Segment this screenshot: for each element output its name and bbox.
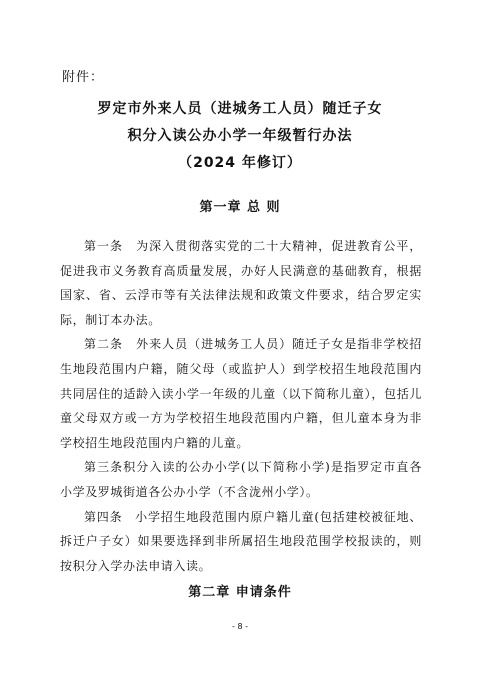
document-body: [60, 234, 422, 578]
page-number: - 8 -: [232, 622, 248, 631]
document-title-line-3: （2024 年修订）: [178, 155, 302, 171]
article-3: 第三条积分入读的公办小学(以下简称小学)是指罗定市直各小学及罗城街道各公办小学（不含泷州小学）。: [60, 460, 422, 499]
article-2: 第二条 外来人员（进城务工人员）随迁子女是指非学校招生地段范围内户籍，随父母（或监护人）到学校招生地段范围内共同居住的适龄入读小学一年级的儿童（以下简称儿童），包括儿童父母双方或一方为学校招生地段范围内户籍，但儿童本身为非学校招生地段范围内户籍的儿童。: [60, 337, 422, 450]
chapter-2-heading: 第二章 申请条件: [188, 585, 292, 600]
article-4: 第四条 小学招生地段范围内原户籍儿童(包括建校被征地、拆迁户子女）如果要选择到非所属招生地段范围学校报读的，则按积分入学办法申请入读。: [60, 509, 422, 573]
chapter-1-heading: 第一章 总 则: [199, 200, 281, 215]
article-1: 第一条 为深入贯彻落实党的二十大精神，促进教育公平，促进我市义务教育高质量发展，办好人民满意的基础教育，根据国家、省、云浮市等有关法律法规和政策文件要求，结合罗定实际，制订本办法。: [60, 239, 422, 327]
document-title-line-1: 罗定市外来人员（进城务工人员）随迁子女: [97, 101, 383, 117]
document-title-line-2: 积分入读公办小学一年级暂行办法: [127, 128, 353, 144]
attachment-label: 附件：: [62, 70, 105, 85]
